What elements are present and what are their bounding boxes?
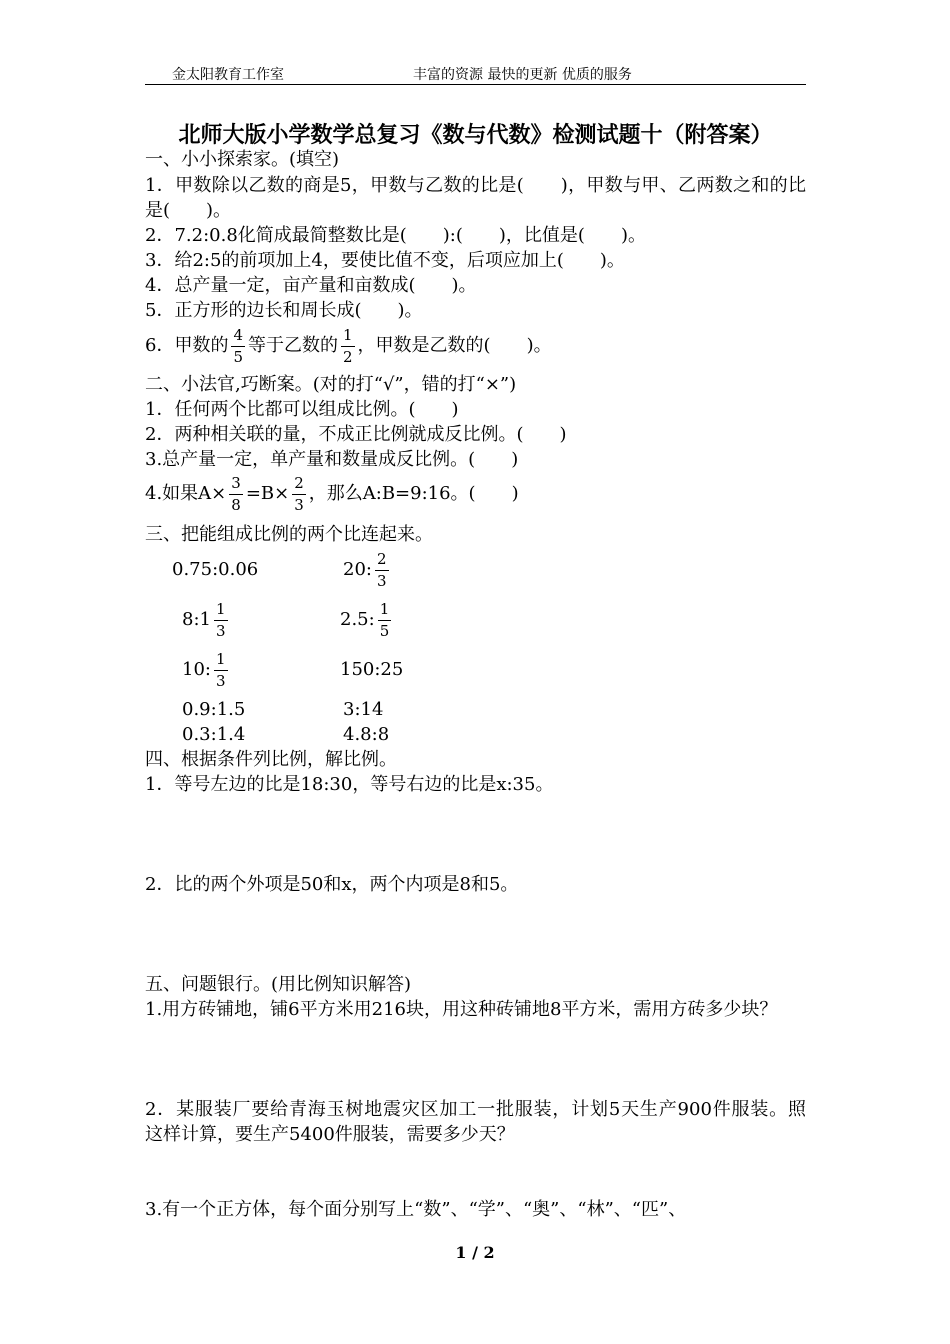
fraction-denominator: 5: [233, 347, 243, 366]
question-text: 4.如果A×: [145, 483, 227, 504]
section-4-question-1: 1．等号左边的比是18:30，等号右边的比是x:35。: [145, 774, 554, 795]
ratio-text: 0.9:1.5: [182, 699, 246, 720]
section-5-question-3: 3.有一个正方体，每个面分别写上“数”、“学”、“奥”、“林”、“匹”、: [145, 1199, 687, 1220]
section-1-question-2: 2．7.2:0.8化简成最简整数比是( ):( )，比值是( )。: [145, 225, 646, 246]
header-slogan: 丰富的资源 最快的更新 优质的服务: [413, 67, 632, 83]
fraction: [214, 601, 228, 640]
fraction-numerator: 2: [292, 475, 306, 495]
section-4-heading: 四、根据条件列比例，解比例。: [145, 749, 397, 770]
question-text: ，甲数是乙数的( )。: [357, 335, 552, 356]
fraction-numerator: 1: [378, 601, 392, 621]
fraction-denominator: 3: [294, 495, 304, 514]
question-text: =B×: [245, 483, 290, 504]
section-1-question-1-line-2: 是( )。: [145, 200, 232, 221]
ratio-text: 20:: [343, 559, 372, 580]
fraction-denominator: 3: [215, 671, 226, 690]
fraction: [292, 475, 306, 514]
section-5-question-2-line-2: 这样计算，要生产5400件服装，需要多少天？: [145, 1124, 515, 1145]
section-1-question-4: 4．总产量一定，亩产量和亩数成( )。: [145, 275, 477, 296]
question-text: ，那么A:B=9:16。( ): [308, 483, 519, 504]
question-text: 等于乙数的: [248, 335, 338, 356]
section-1-heading: 一、小小探索家。(填空): [145, 149, 340, 170]
ratio-text: 0.3:1.4: [182, 724, 246, 745]
section-2-question-1: 1．任何两个比都可以组成比例。( ): [145, 399, 459, 420]
fraction-numerator: 3: [229, 475, 243, 495]
section-3-heading: 三、把能组成比例的两个比连起来。: [145, 524, 433, 545]
ratio-text: 4.8:8: [343, 724, 390, 745]
fraction: [214, 651, 228, 690]
section-2-question-2: 2．两种相关联的量，不成正比例就成反比例。( ): [145, 424, 567, 445]
fraction-numerator: 2: [375, 551, 389, 571]
section-1-question-6: [145, 325, 552, 366]
ratio-text: 150:25: [340, 659, 404, 680]
section-1-question-1-line-1: 1．甲数除以乙数的商是5，甲数与乙数的比是( )，甲数与甲、乙两数之和的比: [145, 175, 806, 196]
fraction-denominator: 8: [231, 495, 241, 514]
fraction: [229, 475, 243, 514]
section-2-heading: 二、小法官,巧断案。(对的打“√”，错的打“×”): [145, 374, 517, 395]
match-left-item-4: [182, 697, 245, 723]
document-title: 北师大版小学数学总复习《数与代数》检测试题十（附答案）: [178, 122, 773, 148]
page-separator: /: [466, 1243, 484, 1262]
match-left-item-1: [172, 557, 258, 583]
ratio-text: 0.75:0.06: [172, 559, 259, 580]
section-5-heading: 五、问题银行。(用比例知识解答): [145, 974, 412, 995]
fraction-numerator: 1: [214, 601, 228, 621]
match-right-item-3: [340, 657, 403, 683]
fraction-numerator: 1: [214, 651, 228, 671]
section-1-question-5: 5．正方形的边长和周长成( )。: [145, 300, 423, 321]
header-studio-name: 金太阳教育工作室: [172, 67, 284, 83]
section-5-question-1: 1.用方砖铺地，铺6平方米用216块，用这种砖铺地8平方米，需用方砖多少块？: [145, 999, 778, 1020]
match-right-item-2: [340, 599, 394, 640]
match-right-item-5: [343, 722, 389, 748]
fraction-denominator: 2: [343, 347, 353, 366]
section-2-question-4: [145, 473, 519, 514]
fraction-numerator: 4: [231, 327, 245, 347]
ratio-text: 8:1: [182, 609, 211, 630]
ratio-text: 3:14: [343, 699, 384, 720]
section-2-question-3: 3.总产量一定，单产量和数量成反比例。( ): [145, 449, 519, 470]
total-pages: 2: [483, 1243, 495, 1262]
match-left-item-2: [182, 599, 231, 640]
question-text: 6．甲数的: [145, 335, 229, 356]
section-4-question-2: 2．比的两个外项是50和x，两个内项是8和5。: [145, 874, 519, 895]
fraction-denominator: 3: [215, 621, 226, 640]
fraction: [231, 327, 245, 366]
match-right-item-4: [343, 697, 383, 723]
ratio-text: 10:: [182, 659, 211, 680]
fraction-denominator: 5: [379, 621, 390, 640]
fraction: [341, 327, 355, 366]
ratio-text: 2.5:: [340, 609, 375, 630]
header-rule: [145, 84, 806, 85]
match-left-item-5: [182, 722, 245, 748]
match-left-item-3: [182, 649, 231, 690]
match-right-item-1: [343, 549, 392, 590]
fraction-denominator: 3: [376, 571, 387, 590]
fraction: [375, 551, 389, 590]
section-1-question-3: 3．给2:5的前项加上4，要使比值不变，后项应加上( )。: [145, 250, 625, 271]
fraction: [378, 601, 392, 640]
section-5-question-2-line-1: 2．某服装厂要给青海玉树地震灾区加工一批服装，计划5天生产900件服装。照: [145, 1099, 806, 1120]
current-page: 1: [455, 1243, 467, 1262]
page-number: [0, 1240, 950, 1266]
fraction-numerator: 1: [341, 327, 355, 347]
